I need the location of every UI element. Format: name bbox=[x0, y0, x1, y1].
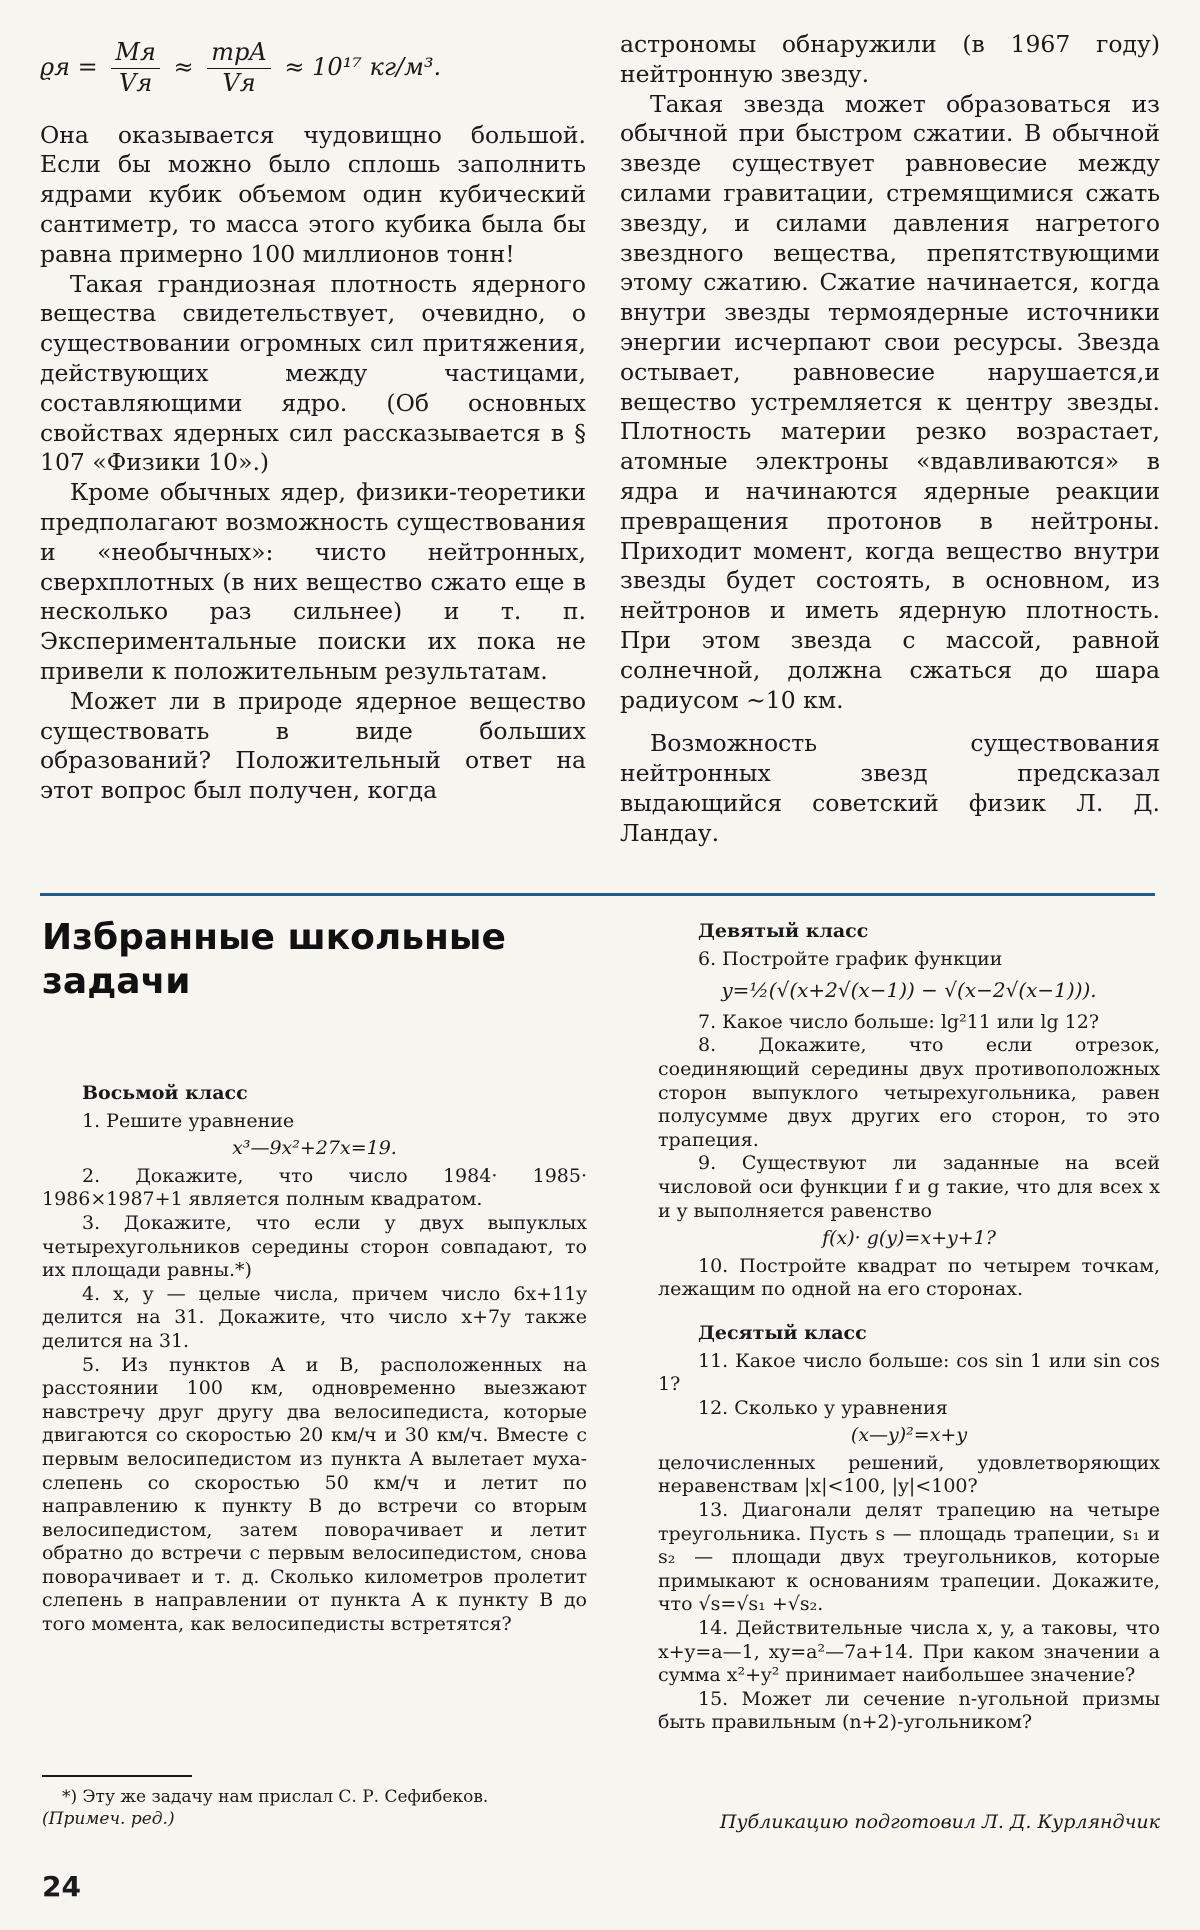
problem-12-formula: (x—y)²=x+y bbox=[850, 1424, 968, 1447]
problem-2: 2. Докажите, что число 1984· 1985· 1986×1987+1 является полным квадратом. bbox=[42, 1164, 587, 1211]
signature: Публикацию подготовил Л. Д. Курляндчик bbox=[719, 1811, 1160, 1833]
problem-12: 12. Сколько у уравнения bbox=[698, 1396, 948, 1419]
problem-15: 15. Может ли сечение n-угольной призмы быть правильным (n+2)-угольником? bbox=[658, 1687, 1160, 1734]
density-formula bbox=[40, 38, 586, 99]
grade10-heading: Десятый класс bbox=[698, 1321, 867, 1344]
problem-6: 6. Постройте график функции bbox=[698, 947, 1003, 970]
problem-1-formula: x³—9x²+27x=19. bbox=[232, 1137, 397, 1160]
problem-8: 8. Докажите, что если отрезок, соединяющий середины двух противоположных сторон выпуклого четырехугольника, равен полусумме двух других его сторон, то это трапеция. bbox=[658, 1034, 1160, 1151]
problem-4: 4. x, y — целые числа, причем число 6x+11y делится на 31. Докажите, что число x+7y также делится на 31. bbox=[42, 1282, 587, 1352]
left-paragraph: Она оказывается чудовищно большой. Если бы можно было сплошь заполнить ядрами кубик объемом один кубический сантиметр, то масса этого кубика была бы равна примерно 100 миллионов тонн! bbox=[40, 120, 586, 268]
grade9-heading: Девятый класс bbox=[698, 920, 869, 942]
problem-11: 11. Какое число больше: cos sin 1 или sin cos 1? bbox=[658, 1349, 1160, 1396]
fraction-1-numerator: Mя bbox=[111, 38, 159, 69]
footnote-text: *) Эту же задачу нам прислал С. Р. Сефибеков. bbox=[62, 1787, 489, 1807]
top-right-column bbox=[620, 30, 1160, 849]
footnote bbox=[42, 1786, 587, 1830]
section-title: Избранные школьные задачи bbox=[42, 917, 506, 1002]
formula-rhs: ≈ 10¹⁷ кг/м³. bbox=[284, 52, 442, 81]
footnote-divider bbox=[42, 1775, 192, 1777]
problem-13: 13. Диагонали делят трапецию на четыре треугольника. Пусть s — площадь трапеции, s₁ и s₂ — площади двух треугольников, которые примыкают к основаниям трапеции. Докажите, что √s=√s₁ +√s₂. bbox=[658, 1499, 1160, 1616]
problem-10: 10. Постройте квадрат по четырем точкам, лежащим по одной на его сторонах. bbox=[658, 1254, 1160, 1301]
fraction-2 bbox=[207, 38, 270, 99]
section-divider bbox=[40, 893, 1155, 896]
left-paragraph: Такая грандиозная плотность ядерного вещества свидетельствует, очевидно, о существовании огромных сил притяжения, действующих между частицами, составляющими ядро. (Об основных свойствах ядерных сил рассказывается в § 107 «Физики 10».) bbox=[40, 269, 586, 477]
problem-1: 1. Решите уравнение bbox=[82, 1109, 295, 1132]
grade8-column bbox=[42, 1082, 587, 1637]
problem-7: 7. Какое число больше: lg²11 или lg 12? bbox=[698, 1010, 1100, 1033]
fraction-1 bbox=[111, 38, 159, 99]
formula-approx: ≈ bbox=[173, 52, 194, 81]
problem-14: 14. Действительные числа x, y, a таковы, что x+y=a—1, xy=a²—7a+14. При каком значении a сумма x²+y² принимает наибольшее значение? bbox=[658, 1617, 1160, 1687]
left-paragraph: Кроме обычных ядер, физики-теоретики предполагают возможность существования и «необычных»: чисто нейтронных, сверхплотных (в них вещество сжато еще в несколько раз сильнее) и т. п. Экспериментальные поиски их пока не привели к положительным результатам. bbox=[40, 478, 586, 685]
right-paragraph: Такая звезда может образоваться из обычной при быстром сжатии. В обычной звезде существует равновесие между силами гравитации, стремящимися сжать звезду, и силами давления нагретого звездного вещества, препятствующими этому сжатию. Сжатие начинается, когда внутри звезды термоядерные источники энергии исчерпают свои ресурсы. Звезда остывает, равновесие нарушается,и вещество устремляется к центру звезды. Плотность материи резко возрастает, атомные электроны «вдавливаются» в ядра и начинаются ядерные реакции превращения протонов в нейтроны. Приходит момент, когда вещество внутри звезды будет состоять, в основном, из нейтронов и иметь ядерную плотность. При этом звезда с массой, равной солнечной, должна сжаться до шара радиусом ~10 км. bbox=[620, 89, 1160, 714]
right-paragraph: астрономы обнаружили (в 1967 году) нейтронную звезду. bbox=[620, 30, 1160, 88]
fraction-2-numerator: mpA bbox=[207, 38, 270, 69]
problem-9-formula: f(x)· g(y)=x+y+1? bbox=[822, 1227, 996, 1250]
spacer bbox=[658, 1302, 1160, 1322]
grade8-heading: Восьмой класс bbox=[82, 1082, 248, 1104]
formula-lhs: ϱя = bbox=[40, 52, 98, 81]
page-number: 24 bbox=[42, 1870, 81, 1903]
footnote-editor-note: (Примеч. ред.) bbox=[42, 1809, 175, 1829]
grade9-10-column bbox=[658, 920, 1160, 1735]
fraction-2-denominator: Vя bbox=[222, 68, 256, 97]
problem-9: 9. Существуют ли заданные на всей числовой оси функции f и g такие, что для всех x и y выполняется равенство bbox=[658, 1152, 1160, 1222]
problem-6-formula: y=½(√(x+2√(x−1)) − √(x−2√(x−1))). bbox=[721, 978, 1097, 1003]
problem-12-continuation: целочисленных решений, удовлетворяющих неравенствам |x|<100, |y|<100? bbox=[658, 1451, 1160, 1498]
fraction-1-denominator: Vя bbox=[119, 68, 153, 97]
problem-3: 3. Докажите, что если у двух выпуклых четырехугольников середины сторон совпадают, то их площади равны.*) bbox=[42, 1211, 587, 1282]
left-paragraph: Может ли в природе ядерное вещество существовать в виде больших образований? Положительный ответ на этот вопрос был получен, когда bbox=[40, 686, 586, 805]
right-paragraph: Возможность существования нейтронных звезд предсказал выдающийся советский физик Л. Д. Ландау. bbox=[620, 729, 1160, 847]
top-left-column bbox=[40, 30, 586, 806]
problem-5: 5. Из пунктов A и B, расположенных на расстоянии 100 км, одновременно выезжают навстречу друг другу два велосипедиста, которые двигаются со скоростью 20 км/ч и 30 км/ч. Вместе с первым велосипедистом из пункта A вылетает муха-слепень со скоростью 50 км/ч и летит по направлению к пункту B до встречи со вторым велосипедистом, затем поворачивает и летит обратно до встречи с первым велосипедистом, снова поворачивает и т. д. Сколько километров пролетит слепень в направлении от пункта A к пункту B до того момента, как велосипедисты встретятся? bbox=[42, 1353, 587, 1636]
